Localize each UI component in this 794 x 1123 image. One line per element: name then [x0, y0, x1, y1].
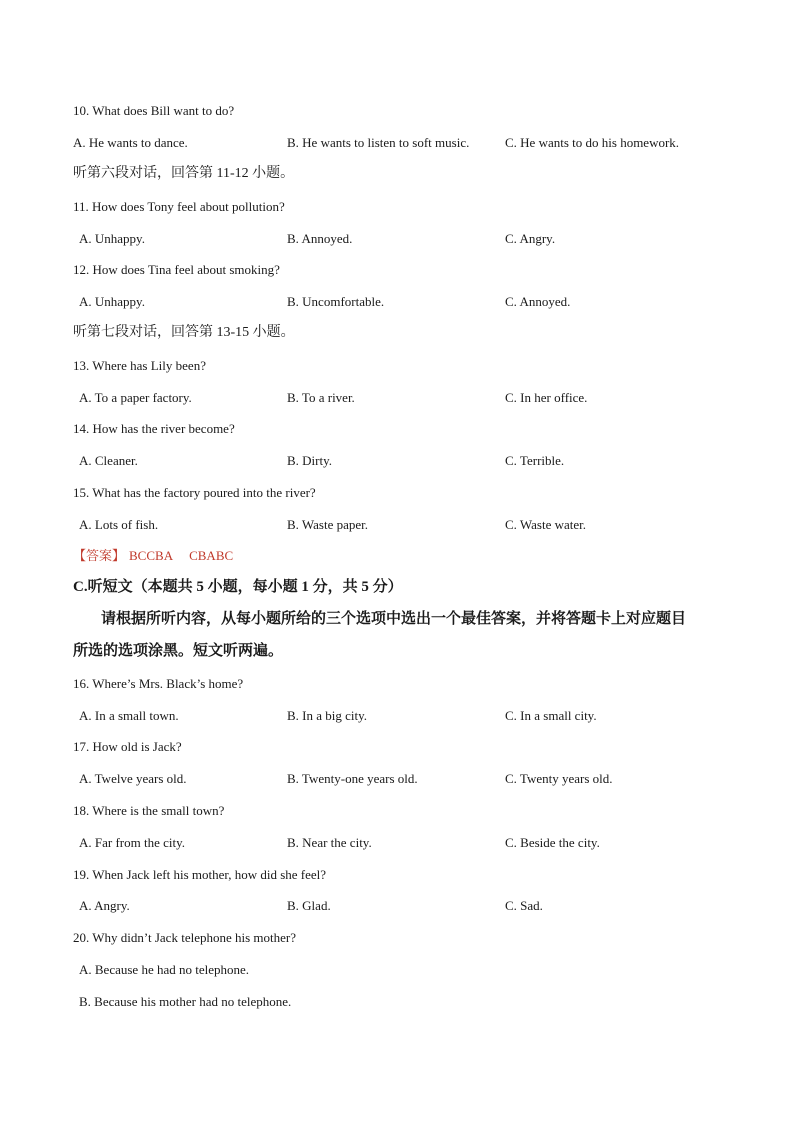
section-7-instruction: 听第七段对话，回答第 13-15 小题。 — [73, 325, 295, 340]
question-20-option-b: B. Because his mother had no telephone. — [79, 994, 292, 1009]
question-17-option-b: B. Twenty-one years old. — [287, 771, 418, 786]
question-13-option-a: A. To a paper factory. — [79, 390, 192, 405]
question-15-option-a: A. Lots of fish. — [79, 517, 159, 532]
question-12-option-c: C. Annoyed. — [505, 294, 571, 309]
question-18-option-c: C. Beside the city. — [505, 835, 600, 850]
question-19-option-a: A. Angry. — [79, 898, 130, 913]
part-c-instruction-line-1: 请根据所听内容，从每小题所给的三个选项中选出一个最佳答案，并将答题卡上对应题目 — [101, 611, 687, 627]
question-10-option-c: C. He wants to do his homework. — [505, 135, 680, 150]
question-14-option-c: C. Terrible. — [505, 453, 565, 468]
question-13-option-c: C. In her office. — [505, 390, 588, 405]
question-11-option-b: B. Annoyed. — [287, 231, 353, 246]
question-11-option-c: C. Angry. — [505, 231, 556, 246]
question-18-option-a: A. Far from the city. — [79, 835, 186, 850]
question-17-option-a: A. Twelve years old. — [79, 771, 187, 786]
question-18-option-b: B. Near the city. — [287, 835, 372, 850]
question-17-option-c: C. Twenty years old. — [505, 771, 613, 786]
question-10-stem: 10. What does Bill want to do? — [73, 103, 235, 118]
part-c-heading: C.听短文（本题共 5 小题，每小题 1 分，共 5 分） — [73, 579, 403, 595]
question-16-stem: 16. Where’s Mrs. Black’s home? — [73, 676, 244, 691]
question-11-stem: 11. How does Tony feel about pollution? — [73, 199, 285, 214]
question-17-stem: 17. How old is Jack? — [73, 739, 182, 754]
question-15-stem: 15. What has the factory poured into the river? — [73, 485, 316, 500]
question-12-option-a: A. Unhappy. — [79, 294, 145, 309]
question-19-stem: 19. When Jack left his mother, how did she feel? — [73, 867, 327, 882]
question-12-option-b: B. Uncomfortable. — [287, 294, 385, 309]
question-14-option-b: B. Dirty. — [287, 453, 333, 468]
question-14-option-a: A. Cleaner. — [79, 453, 138, 468]
question-13-option-b: B. To a river. — [287, 390, 355, 405]
question-20-stem: 20. Why didn’t Jack telephone his mother? — [73, 930, 296, 945]
answer-tag: 【答案】 — [73, 548, 126, 563]
section-6-instruction: 听第六段对话，回答第 11-12 小题。 — [73, 166, 295, 181]
question-14-stem: 14. How has the river become? — [73, 421, 235, 436]
part-c-instruction-line-2: 所选的选项涂黑。短文听两遍。 — [73, 643, 284, 659]
answer-key — [73, 548, 233, 564]
question-16-option-a: A. In a small town. — [79, 708, 179, 723]
question-18-stem: 18. Where is the small town? — [73, 803, 225, 818]
question-10-option-a: A. He wants to dance. — [73, 135, 188, 150]
question-15-option-c: C. Waste water. — [505, 517, 587, 532]
question-10-option-b: B. He wants to listen to soft music. — [287, 135, 470, 150]
question-16-option-b: B. In a big city. — [287, 708, 368, 723]
answer-part-1: BCCBA — [129, 548, 174, 563]
question-20-option-a: A. Because he had no telephone. — [79, 962, 250, 977]
question-13-stem: 13. Where has Lily been? — [73, 358, 206, 373]
question-11-option-a: A. Unhappy. — [79, 231, 145, 246]
question-16-option-c: C. In a small city. — [505, 708, 597, 723]
question-19-option-b: B. Glad. — [287, 898, 331, 913]
question-15-option-b: B. Waste paper. — [287, 517, 369, 532]
answer-part-2: CBABC — [189, 548, 234, 563]
question-12-stem: 12. How does Tina feel about smoking? — [73, 262, 280, 277]
question-19-option-c: C. Sad. — [505, 898, 543, 913]
